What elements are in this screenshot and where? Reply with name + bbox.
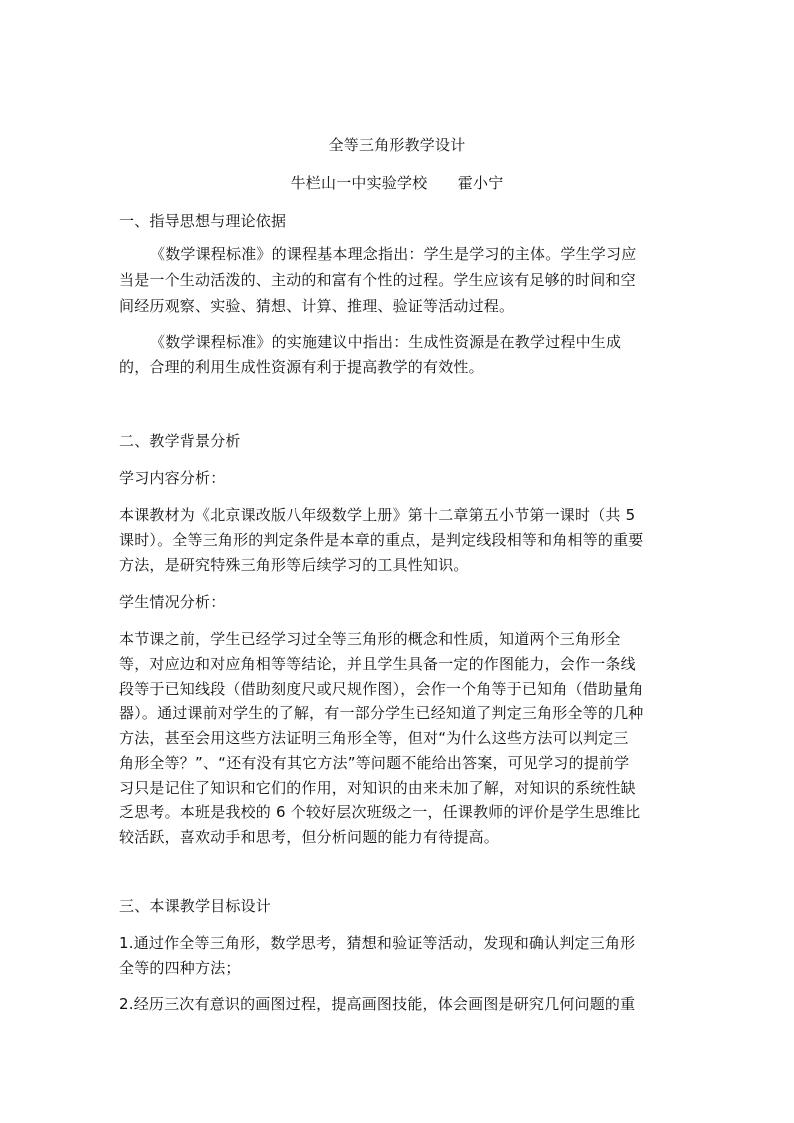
page-title: 全等三角形教学设计 — [328, 136, 466, 154]
paragraph-line: 《数学课程标准》的实施建议中指出：生成性资源是在教学过程中生成 — [150, 333, 622, 351]
paragraph-line: 器）。通过课前对学生的了解，有一部分学生已经知道了判定三角形全等的几种 — [119, 704, 644, 722]
paragraph-line: 方法，甚至会用这些方法证明三角形全等，但对“为什么这些方法可以判定三 — [119, 729, 629, 747]
section-heading-2: 二、教学背景分析 — [119, 432, 241, 450]
paragraph-line: 1.通过作全等三角形，数学思考，猜想和验证等活动，发现和确认判定三角形 — [119, 934, 636, 952]
paragraph-line: 的，合理的利用生成性资源有利于提高教学的有效性。 — [119, 358, 484, 376]
paragraph-line: 间经历观察、实验、猜想、计算、推理、验证等活动过程。 — [119, 297, 515, 315]
section-heading-3: 三、本课教学目标设计 — [119, 897, 272, 915]
paragraph-line: 2.经历三次有意识的画图过程，提高画图技能，体会画图是研究几何问题的重 — [119, 995, 636, 1013]
subheading: 学生情况分析： — [119, 593, 226, 611]
author-line: 牛栏山一中实验学校 霍小宁 — [290, 174, 504, 192]
subheading: 学习内容分析： — [119, 469, 226, 487]
section-heading-1: 一、指导思想与理论依据 — [119, 212, 287, 230]
paragraph-line: 乏思考。本班是我校的 6 个较好层次班级之一，任课教师的评价是学生思维比 — [119, 803, 641, 821]
paragraph-line: 等，对应边和对应角相等等结论，并且学生具备一定的作图能力，会作一条线 — [119, 655, 636, 673]
paragraph-line: 角形全等？”、“还有没有其它方法”等问题不能给出答案，可见学习的提前学 — [119, 754, 630, 772]
paragraph-line: 较活跃，喜欢动手和思考，但分析问题的能力有待提高。 — [119, 828, 500, 846]
paragraph-line: 当是一个生动活泼的、主动的和富有个性的过程。学生应该有足够的时间和空 — [119, 271, 636, 289]
paragraph-line: 课时）。全等三角形的判定条件是本章的重点，是判定线段相等和角相等的重要 — [119, 531, 644, 549]
paragraph-line: 《数学课程标准》的课程基本理念指出：学生是学习的主体。学生学习应 — [150, 245, 637, 263]
paragraph-line: 本课教材为《北京课改版八年级数学上册》第十二章第五小节第一课时（共 5 — [119, 506, 636, 524]
paragraph-line: 段等于已知线段（借助刻度尺或尺规作图），会作一个角等于已知角（借助量角 — [119, 680, 644, 698]
paragraph-line: 本节课之前，学生已经学习过全等三角形的概念和性质，知道两个三角形全 — [119, 630, 621, 648]
paragraph-line: 全等的四种方法； — [119, 959, 241, 977]
paragraph-line: 方法，是研究特殊三角形等后续学习的工具性知识。 — [119, 556, 469, 574]
paragraph-line: 习只是记住了知识和它们的作用，对知识的由来未加了解，对知识的系统性缺 — [119, 779, 636, 797]
